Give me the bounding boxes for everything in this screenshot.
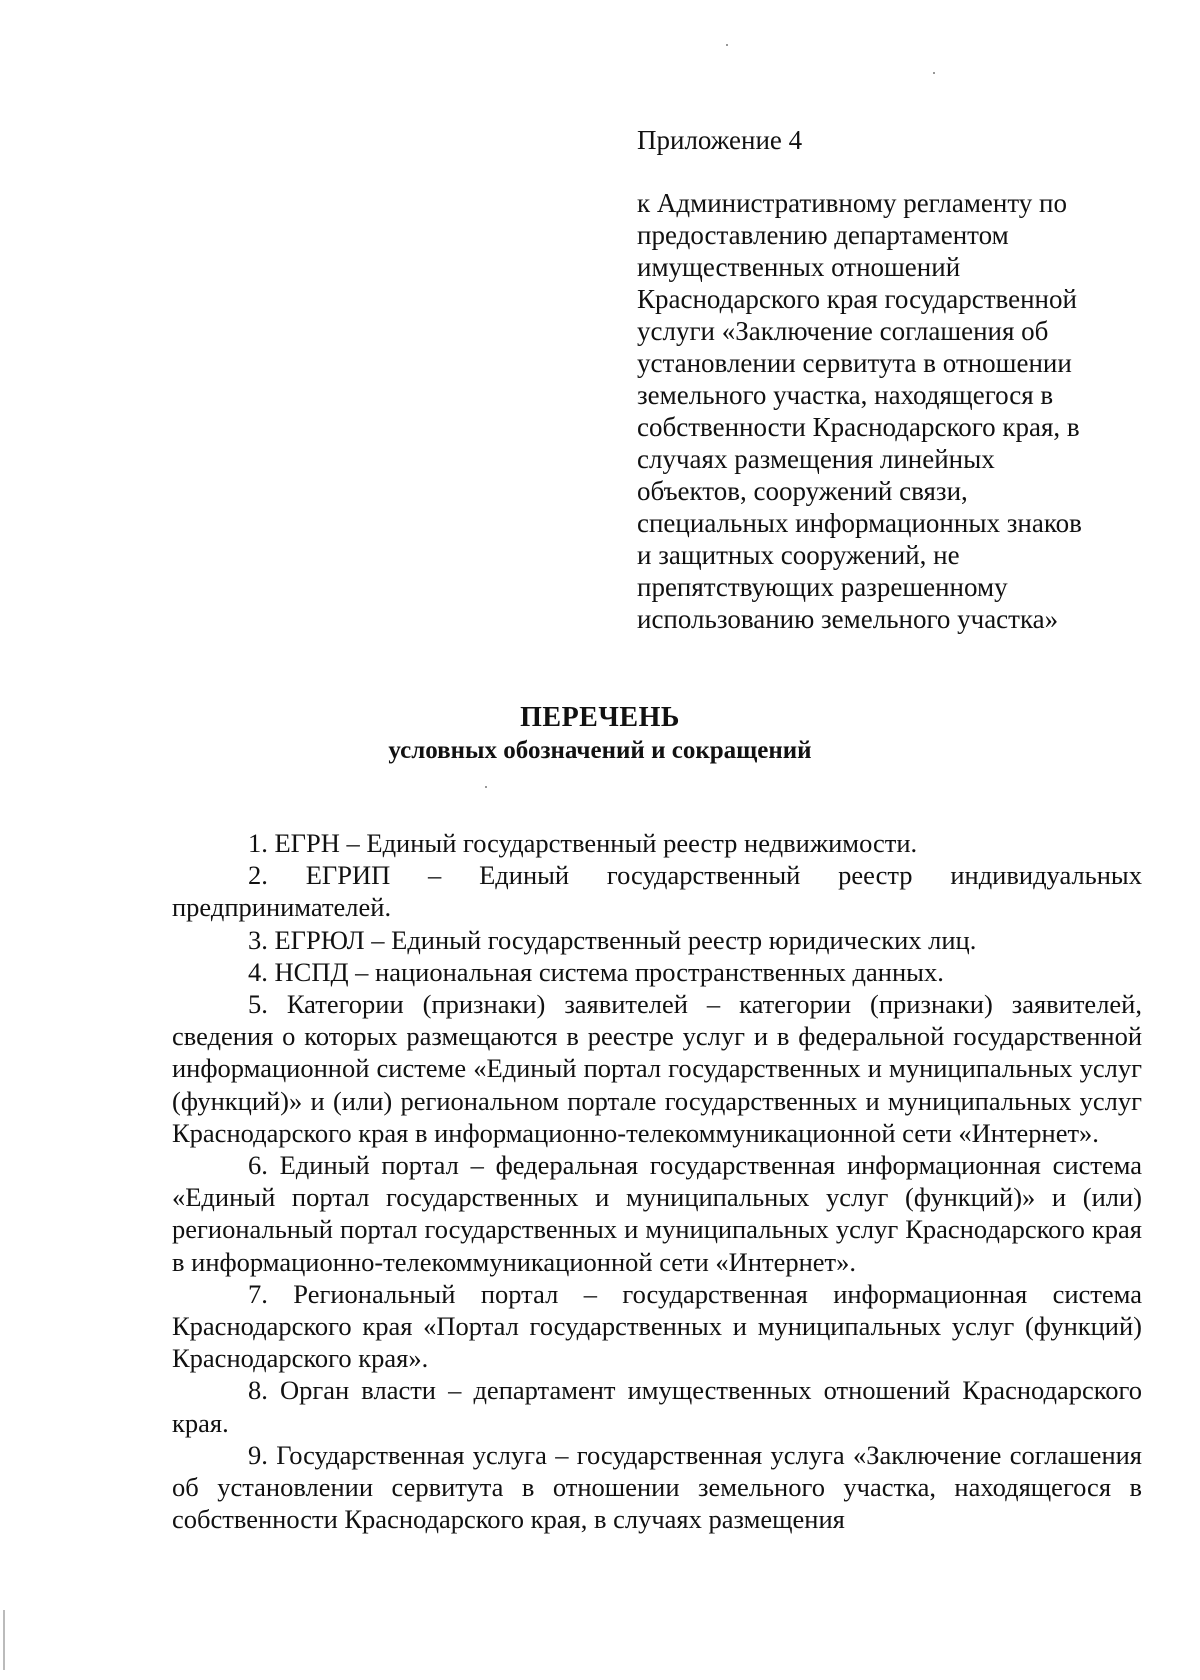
list-item: 5. Категории (признаки) заявителей – категории (признаки) заявителей, сведения о которых размещаются в реестре услуг и в федеральной государственной информационной системе «Единый портал государственных и муниципальных услуг (функций)» и (или) региональном портале государственных и муниципальных услуг Краснодарского края в информационно-телекоммуникационной сети «Интернет». <box>172 989 1142 1148</box>
annex-line: установлении сервитута в отношении <box>637 348 1072 378</box>
annex-title: Приложение 4 <box>637 125 803 155</box>
scan-speck <box>726 44 728 46</box>
document-subtitle: условных обозначений и сокращений <box>388 737 812 764</box>
annex-line: Краснодарского края государственной <box>637 284 1077 314</box>
list-item: 1. ЕГРН – Единый государственный реестр недвижимости. <box>248 828 918 858</box>
annex-reference <box>637 187 1107 635</box>
annex-line: использованию земельного участка» <box>637 604 1059 634</box>
list-item: 6. Единый портал – федеральная государственная информационная система «Единый портал государственных и муниципальных услуг (функций)» и (или) региональный портал государственных и муниципальных услуг Краснодарского края в информационно-телекоммуникационной сети «Интернет». <box>172 1150 1142 1277</box>
annex-line: земельного участка, находящегося в <box>637 380 1054 410</box>
annex-line: объектов, сооружений связи, <box>637 476 968 506</box>
list-item: 8. Орган власти – департамент имущественных отношений Краснодарского края. <box>172 1375 1142 1438</box>
scan-edge-mark <box>3 1610 5 1670</box>
list-item: 4. НСПД – национальная система пространственных данных. <box>248 956 944 987</box>
scan-speck <box>485 786 487 788</box>
annex-line: предоставлению департаментом <box>637 220 1009 250</box>
annex-line: имущественных отношений <box>637 252 961 282</box>
annex-line: и защитных сооружений, не <box>637 540 960 570</box>
list-item: 7. Региональный портал – государственная информационная система Краснодарского края «Портал государственных и муниципальных услуг (функций) Краснодарского края». <box>172 1278 1142 1374</box>
list-item: 3. ЕГРЮЛ – Единый государственный реестр юридических лиц. <box>248 924 977 955</box>
annex-line: препятствующих разрешенному <box>637 572 1008 602</box>
list-item: 9. Государственная услуга – государственная услуга «Заключение соглашения об установлении сервитута в отношении земельного участка, находящегося в собственности Краснодарского края, в случаях размещения <box>172 1439 1142 1535</box>
annex-line: к Административному регламенту по <box>637 188 1068 218</box>
annex-line: специальных информационных знаков <box>637 508 1082 538</box>
document-title: ПЕРЕЧЕНЬ <box>520 702 680 733</box>
annex-line: собственности Краснодарского края, в <box>637 412 1080 442</box>
annex-line: услуги «Заключение соглашения об <box>637 316 1049 346</box>
abbreviations-list <box>172 827 1142 1535</box>
scan-speck <box>933 72 935 74</box>
list-item: 2. ЕГРИП – Единый государственный реестр индивидуальных предпринимателей. <box>172 860 1142 923</box>
annex-line: случаях размещения линейных <box>637 444 995 474</box>
